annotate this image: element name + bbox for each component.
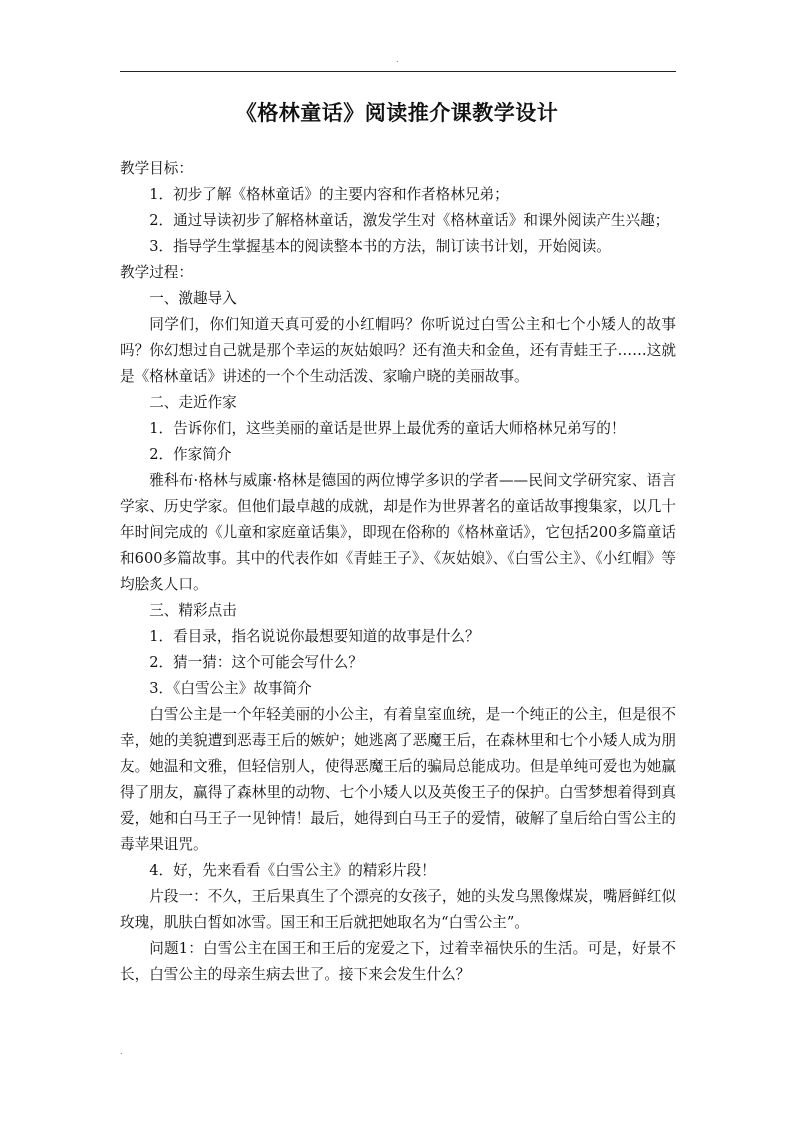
paragraph: 1．初步了解《格林童话》的主要内容和作者格林兄弟； xyxy=(149,186,509,203)
paragraph: 4．好，先来看看《白雪公主》的精彩片段！ xyxy=(149,862,436,879)
footer-dot: . xyxy=(120,1047,123,1056)
paragraph: 教学过程： xyxy=(120,264,193,281)
paragraph: 2．通过导读初步了解格林童话，激发学生对《格林童话》和课外阅读产生兴趣； xyxy=(149,212,670,229)
paragraph: 三、精彩点击 xyxy=(149,602,237,619)
paragraph: 3．指导学生掌握基本的阅读整本书的方法，制订读书计划，开始阅读。 xyxy=(149,238,611,255)
document-body xyxy=(120,156,676,988)
paragraph: 1．看目录，指名说说你最想要知道的故事是什么？ xyxy=(149,628,480,645)
paragraph: 二、走近作家 xyxy=(149,394,237,411)
paragraph: 雅科布·格林与威廉·格林是德国的两位博学多识的学者——民间文学研究家、语言学家、历史学家。但他们最卓越的成就，却是作为世界著名的童话故事搜集家，以几十年时间完成的《儿童和家庭童话集》，即现在俗称的《格林童话》，它包括200多篇童话和600多篇故事。其中的代表作如《青蛙王子》、《灰姑娘》、《白雪公主》、《小红帽》等均脍炙人口。 xyxy=(120,472,676,593)
header-rule xyxy=(120,71,676,72)
header-dot: . xyxy=(396,55,399,64)
paragraph: 白雪公主是一个年轻美丽的小公主，有着皇室血统，是一个纯正的公主，但是很不幸，她的美貌遭到恶毒王后的嫉妒；她逃离了恶魔王后，在森林里和七个小矮人成为朋友。她温和文雅，但轻信别人，使得恶魔王后的骗局总能成功。但是单纯可爱也为她赢得了朋友，赢得了森林里的动物、七个小矮人以及英俊王子的保护。白雪梦想着得到真爱，她和白马王子一见钟情！最后，她得到白马王子的爱情，破解了皇后给白雪公主的毒苹果诅咒。 xyxy=(120,706,676,853)
paragraph: 3．《白雪公主》故事简介 xyxy=(149,680,312,697)
paragraph: 教学目标： xyxy=(120,160,193,177)
page-title: 《格林童话》阅读推介课教学设计 xyxy=(235,101,559,125)
paragraph: 2．作家简介 xyxy=(149,446,232,463)
paragraph: 同学们，你们知道天真可爱的小红帽吗？你听说过白雪公主和七个小矮人的故事吗？你幻想过自己就是那个幸运的灰姑娘吗？还有渔夫和金鱼，还有青蛙王子……这就是《格林童话》讲述的一个个生动活泼、家喻户晓的美丽故事。 xyxy=(120,316,676,385)
paragraph: 片段一：不久，王后果真生了个漂亮的女孩子，她的头发乌黑像煤炭，嘴唇鲜红似玫瑰，肌肤白皙如冰雪。国王和王后就把她取名为“白雪公主”。 xyxy=(120,888,676,931)
paragraph: 一、激趣导入 xyxy=(149,290,237,307)
paragraph: 1．告诉你们，这些美丽的童话是世界上最优秀的童话大师格林兄弟写的！ xyxy=(149,420,626,437)
paragraph: 问题1：白雪公主在国王和王后的宠爱之下，过着幸福快乐的生活。可是，好景不长，白雪公主的母亲生病去世了。接下来会发生什么？ xyxy=(120,940,676,983)
paragraph: 2．猜一猜：这个可能会写什么？ xyxy=(149,654,363,671)
